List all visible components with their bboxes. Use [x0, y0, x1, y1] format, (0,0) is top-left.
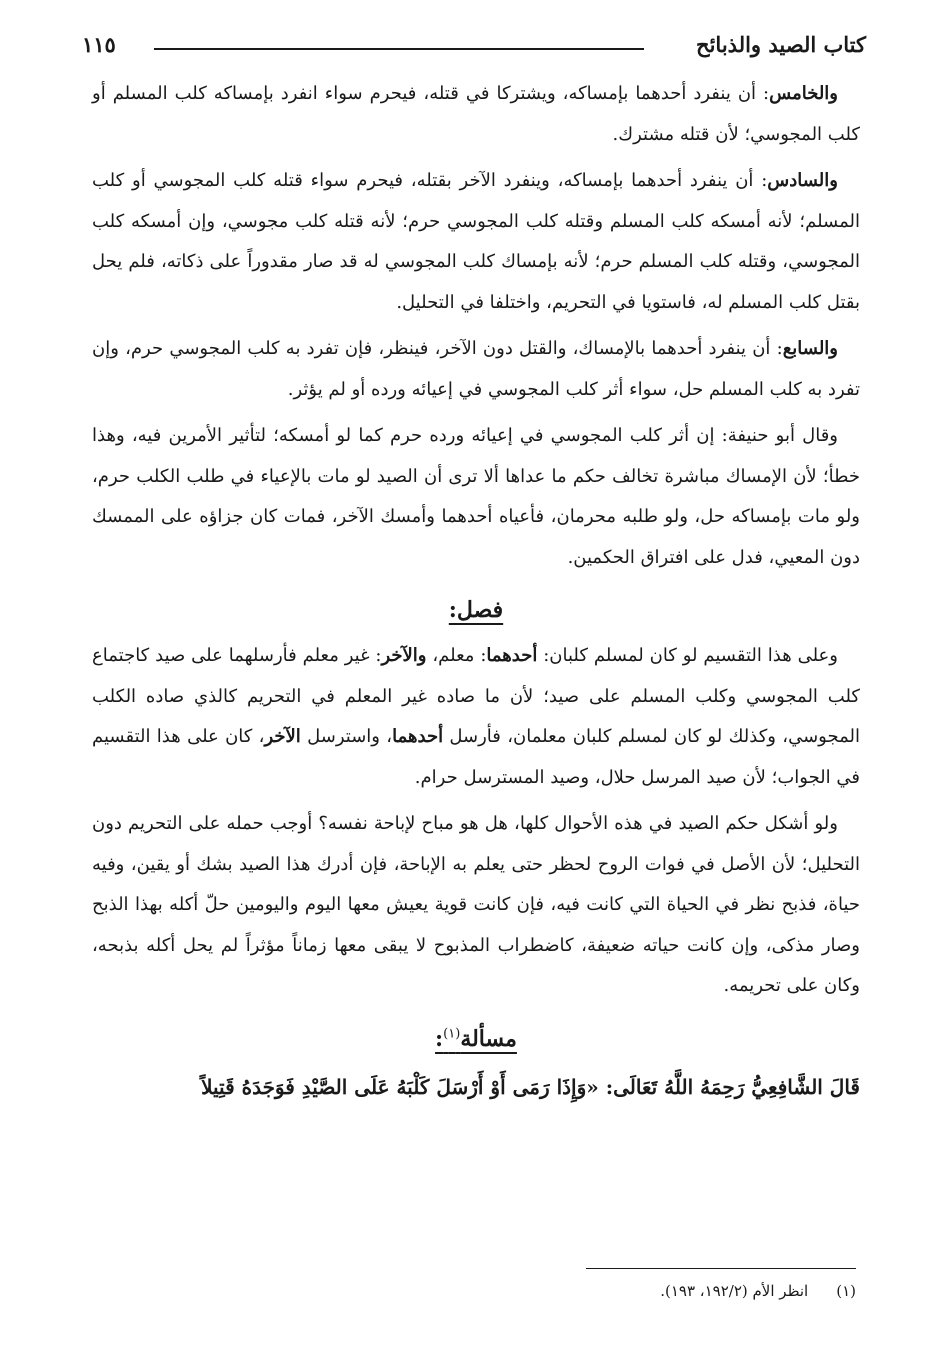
text-run: : معلم، [426, 645, 487, 666]
main-text [92, 74, 860, 1109]
paragraph-seventh [92, 329, 860, 410]
paragraph-sixth [92, 161, 860, 323]
paragraph-lead: والخامس [769, 83, 838, 104]
footnote-1 [660, 1282, 856, 1300]
footnote-rule [586, 1268, 856, 1269]
text-run: وعلى هذا التقسيم لو كان لمسلم كلبان: [537, 645, 838, 666]
text-run: ، كان على هذا التقسيم في الجواب؛ لأن صيد المرسل حلال، وصيد المسترسل حرام. [92, 726, 860, 788]
bold-term: الآخر [264, 726, 301, 747]
paragraph-lead: والسادس [767, 170, 838, 191]
paragraph-text: : أن ينفرد أحدهما بإمساكه، وينفرد الآخر بقتله، فيحرم سواء قتله كلب المجوسي أو كلب المسلم؛ لأنه أمسكه كلب المسلم وقتله كلب المجوسي حرم؛ لأنه قتله كلب مجوسي، وإن أمسكه كلب المجوسي، وقتله كلب المسلم حرم؛ لأنه بإمساك كلب المجوسي له قد صار مقدوراً على ذكاته، فلم يحل بقتل كلب المسلم له، فاستويا في التحريم، واختلفا في التحليل. [92, 170, 860, 313]
section-heading-text: فصل: [448, 597, 504, 623]
paragraph-lead: والسابع [782, 338, 838, 359]
bold-term: أحدهما [486, 645, 538, 666]
bold-term: أحدهما [392, 726, 444, 747]
footnote-reference[interactable]: (١) [443, 1026, 461, 1042]
paragraph-abu-hanifa [92, 416, 860, 578]
bold-term: والآخر [381, 645, 427, 666]
paragraph-text: : أن ينفرد أحدهما بإمساكه، ويشتركا في قتله، فيحرم سواء انفرد بإمساكه كلب المسلم أو كلب المجوسي؛ لأن قتله مشترك. [92, 83, 860, 145]
masala-heading-colon: : [435, 1025, 444, 1052]
paragraph-fifth [92, 74, 860, 155]
text-run: ، واسترسل [300, 726, 393, 747]
running-header [82, 30, 866, 64]
paragraph-text: : أن ينفرد أحدهما بالإمساك، والقتل دون الآخر، فينظر، فإن تفرد به كلب المجوسي حرم، وإن تفرد به كلب المسلم حل، سواء أثر كلب المجوسي في إعيائه ورده أو لم يؤثر. [92, 338, 860, 400]
section-heading [92, 588, 860, 632]
footnote-text: انظر الأم (١٩٢/٢، ١٩٣). [660, 1282, 809, 1300]
text-run: : غير معلم فأرسلهما على صيد كاجتماع كلب المجوسي وكلب المسلم على صيد؛ لأن ما صاده غير المعلم في التحريم كالذي صاده الكلب المجوسي، وكذلك لو كان لمسلم كلبان معلمان، فأرسل [92, 645, 860, 747]
paragraph-text: وقال أبو حنيفة: إن أثر كلب المجوسي في إعيائه ورده حرم كما لو أمسكه؛ لتأثير الأمرين فيه، وهذا خطأ؛ لأن الإمساك مباشرة تخالف حكم ما عداها ألا ترى أن الصيد لو مات بالإعياء في طلب الكلب حرم، ولو مات بإمساكه حل، ولو طلبه محرمان، فأعياه أحدهما وأمسك الآخر، فمات كان جزاؤه على الممسك دون المعيي، فدل على افتراق الحكمين. [92, 425, 860, 568]
header-rule [154, 48, 644, 50]
shafii-quote: قَالَ الشَّافِعِيُّ رَحِمَهُ اللَّهُ تَعَالَى: «وَإِذَا رَمَى أَوْ أَرْسَلَ كَلْبَهُ عَلَى الصَّيْدِ فَوَجَدَهُ قَتِيلاً [201, 1074, 860, 1099]
masala-heading-text: مسألة [460, 1025, 517, 1052]
footnote-number: (١) [836, 1282, 856, 1300]
section-paragraph-2 [92, 804, 860, 1007]
masala-heading [92, 1017, 860, 1061]
page-number: ١١٥ [82, 32, 116, 57]
section-paragraph-1 [92, 636, 860, 798]
paragraph-text: ولو أشكل حكم الصيد في هذه الأحوال كلها، هل هو مباح لإباحة نفسه؟ أوجب حمله على التحريم دون التحليل؛ لأن الأصل في فوات الروح لحظر حتى يعلم به الإباحة، فإن أدرك هذا الصيد بشك أو يقين، وفيه حياة، فذبح نظر في الحياة التي كانت فيه، فإن كانت قوية يعيش معها اليوم واليومين حلّ أكله بهذا الذبح وصار مذكى، وإن كانت حياته ضعيفة، كاضطراب المذبوح لا يبقى معها زماناً مؤثراً لم يحل أكله بذبحه، وكان على تحريمه. [92, 813, 860, 996]
running-title: كتاب الصيد والذبائح [696, 32, 866, 57]
